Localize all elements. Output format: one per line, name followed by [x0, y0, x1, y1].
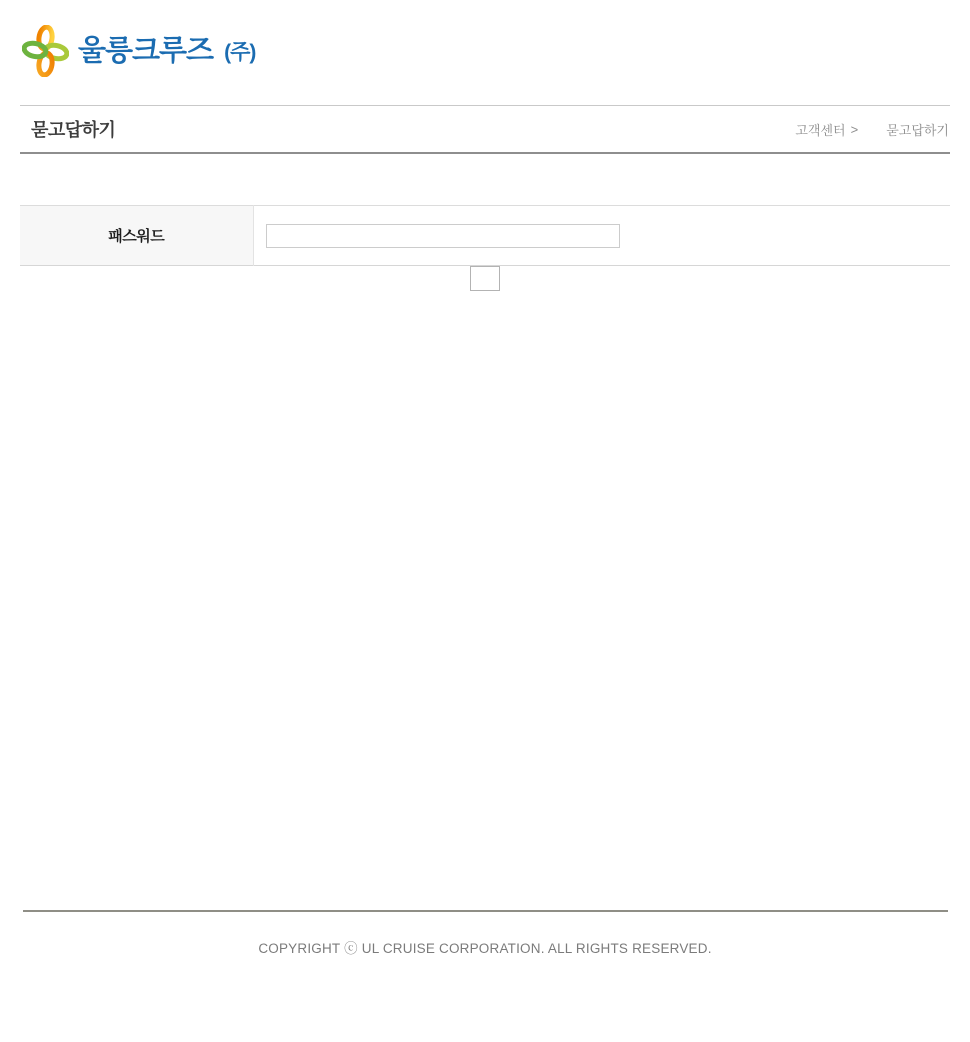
password-input[interactable] [266, 224, 620, 248]
brand-corp-suffix: (주) [224, 41, 256, 64]
breadcrumb [795, 120, 950, 139]
page-title: 묻고답하기 [31, 120, 116, 140]
submit-wrap [20, 266, 950, 291]
password-cell [253, 206, 950, 266]
brand-name: 울릉크루즈 [78, 34, 214, 67]
flower-pinwheel-icon [22, 25, 69, 77]
copyright-text: COPYRIGHT ⓒ UL CRUISE CORPORATION. ALL RIGHTS RESERVED. [258, 941, 712, 956]
submit-button[interactable] [470, 266, 500, 291]
breadcrumb-separator: > [850, 121, 859, 137]
breadcrumb-parent[interactable]: 고객센터 [795, 122, 846, 138]
password-label: 패스워드 [20, 206, 253, 266]
password-table [20, 205, 950, 266]
table-row [20, 206, 950, 266]
title-bar [20, 105, 950, 154]
footer-divider [23, 910, 948, 912]
breadcrumb-current: 묻고답하기 [886, 122, 949, 138]
password-check-section [20, 205, 950, 291]
site-logo[interactable] [22, 25, 255, 77]
